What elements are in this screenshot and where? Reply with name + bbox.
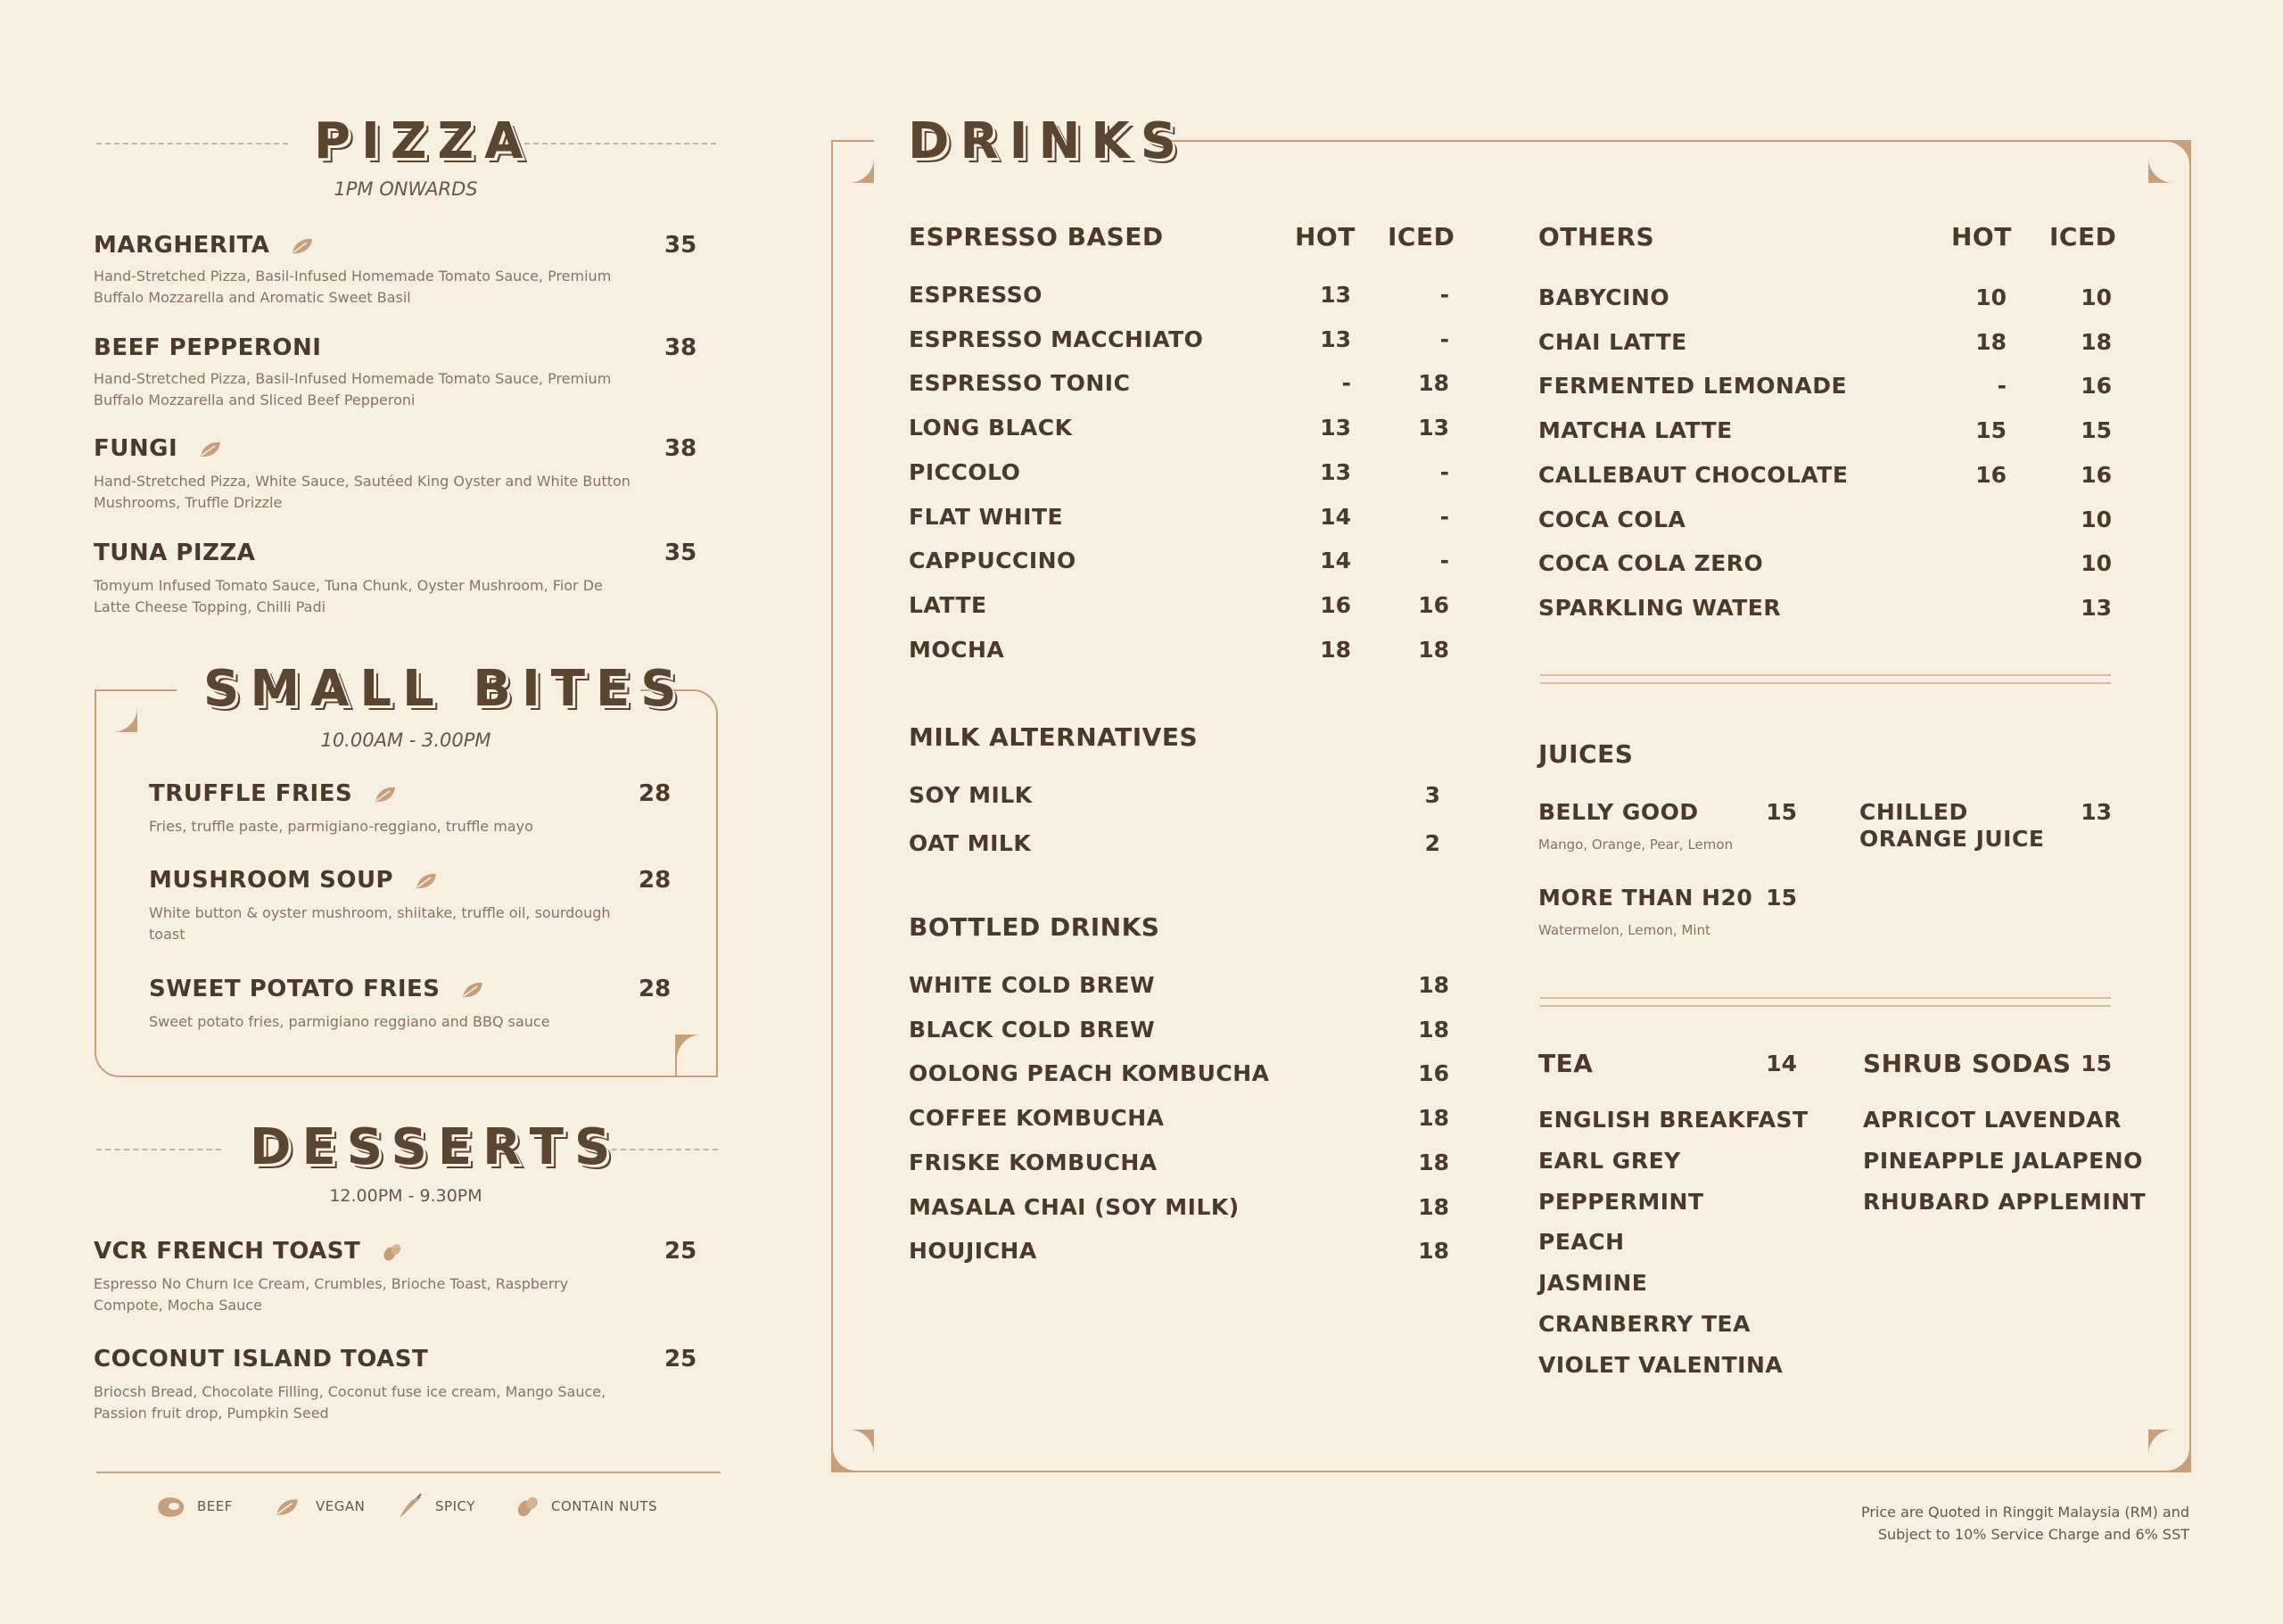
dessert-item-name: VCR FRENCH TOAST bbox=[94, 1238, 403, 1265]
others-row-iced: 16 bbox=[2081, 373, 2112, 400]
pizza-item-price: 35 bbox=[664, 232, 697, 259]
milk-row-name: SOY MILK bbox=[909, 782, 1033, 808]
others-row-hot: - bbox=[1997, 373, 2007, 400]
others-row-iced: 13 bbox=[2081, 594, 2112, 621]
espresso-row-name: ESPRESSO MACCHIATO bbox=[909, 326, 1204, 352]
espresso-row-hot: 13 bbox=[1320, 458, 1351, 485]
espresso-row-name: MOCHA bbox=[909, 636, 1005, 663]
tea-header: TEA bbox=[1538, 1049, 1594, 1078]
tea-row-name: CRANBERRY TEA bbox=[1538, 1311, 1751, 1337]
divider-left bbox=[96, 143, 288, 144]
section-divider bbox=[1540, 674, 2111, 676]
tea-row-name: PEACH bbox=[1538, 1229, 1625, 1256]
others-row-iced: 16 bbox=[2081, 461, 2112, 488]
espresso-row-hot: 16 bbox=[1320, 591, 1351, 618]
bites-item-price: 28 bbox=[639, 976, 672, 1002]
others-row-iced: 10 bbox=[2081, 506, 2112, 532]
price-footnote: Price are Quoted in Ringgit Malaysia (RM) and Subject to 10% Service Charge and 6% SST bbox=[1860, 1504, 2189, 1543]
others-row-name: SPARKLING WATER bbox=[1538, 594, 1782, 621]
milk-row-price: 2 bbox=[1424, 830, 1440, 856]
bites-item-price: 28 bbox=[639, 780, 672, 807]
iced-header: ICED bbox=[1388, 222, 1455, 251]
bites-item-name: MUSHROOM SOUP bbox=[149, 867, 438, 894]
others-row-hot: 15 bbox=[1975, 417, 2007, 444]
pizza-item-desc: Hand-Stretched Pizza, White Sauce, Sautéed King Oyster and White Button Mushrooms, Truffle Drizzle bbox=[94, 473, 631, 511]
section-divider bbox=[1540, 682, 2111, 684]
desserts-subtitle: 12.00PM - 9.30PM bbox=[329, 1186, 482, 1206]
others-row-hot: 18 bbox=[1975, 328, 2007, 355]
juice-name: CHILLED ORANGE JUICE bbox=[1859, 799, 2045, 852]
vegan-icon bbox=[415, 872, 438, 890]
others-row-name: FERMENTED LEMONADE bbox=[1538, 373, 1848, 400]
hot-header: HOT bbox=[1951, 222, 2012, 251]
others-row-hot: 10 bbox=[1975, 284, 2007, 310]
espresso-row-iced: - bbox=[1439, 458, 1449, 485]
espresso-header: ESPRESSO BASED bbox=[909, 222, 1164, 251]
beef-icon bbox=[156, 1495, 186, 1520]
others-row-name: MATCHA LATTE bbox=[1538, 417, 1733, 444]
others-row-iced: 18 bbox=[2081, 328, 2112, 355]
section-divider bbox=[1540, 997, 2111, 999]
bottled-row-name: HOUJICHA bbox=[909, 1238, 1037, 1265]
pizza-item-name: FUNGI bbox=[94, 435, 222, 462]
tea-row-name: VIOLET VALENTINA bbox=[1538, 1351, 1784, 1378]
nuts-icon bbox=[382, 1241, 403, 1263]
pizza-item-price: 38 bbox=[664, 435, 697, 462]
others-row-name: CHAI LATTE bbox=[1538, 328, 1687, 355]
espresso-row-iced: 13 bbox=[1418, 415, 1449, 441]
espresso-row-iced: - bbox=[1439, 326, 1449, 352]
pizza-item-price: 35 bbox=[664, 540, 697, 566]
others-header: OTHERS bbox=[1538, 222, 1655, 251]
dessert-item-price: 25 bbox=[664, 1346, 697, 1373]
hot-header: HOT bbox=[1295, 222, 1356, 251]
legend-label: SPICY bbox=[435, 1498, 475, 1514]
bites-item-price: 28 bbox=[639, 867, 672, 894]
vegan-icon bbox=[275, 1496, 300, 1518]
legend-label: VEGAN bbox=[316, 1498, 366, 1514]
dessert-item-desc: Espresso No Churn Ice Cream, Crumbles, Brioche Toast, Raspberry Compote, Mocha Sauce bbox=[94, 1275, 569, 1314]
pizza-title: PIZZA bbox=[314, 112, 534, 170]
vegan-icon bbox=[199, 441, 222, 458]
juice-name: MORE THAN H20 bbox=[1538, 885, 1753, 911]
espresso-row-name: LONG BLACK bbox=[909, 415, 1073, 441]
bites-item-name: SWEET POTATO FRIES bbox=[149, 976, 484, 1002]
bottled-row-name: WHITE COLD BREW bbox=[909, 972, 1156, 998]
bottled-row-name: OOLONG PEACH KOMBUCHA bbox=[909, 1060, 1270, 1087]
espresso-row-name: PICCOLO bbox=[909, 458, 1021, 485]
bottled-row-price: 18 bbox=[1418, 1238, 1449, 1265]
espresso-row-hot: 18 bbox=[1320, 636, 1351, 663]
others-row-iced: 15 bbox=[2081, 417, 2112, 444]
legend-divider bbox=[96, 1471, 721, 1473]
spicy-icon bbox=[398, 1493, 423, 1520]
bottled-row-name: MASALA CHAI (SOY MILK) bbox=[909, 1193, 1240, 1220]
shrub-row-name: RHUBARD APPLEMINT bbox=[1863, 1188, 2147, 1215]
shrub-price: 15 bbox=[2081, 1051, 2112, 1076]
pizza-item-desc: Tomyum Infused Tomato Sauce, Tuna Chunk, Oyster Mushroom, Fior De Latte Cheese Topping, Chilli Padi bbox=[94, 577, 603, 615]
milk-row-price: 3 bbox=[1424, 782, 1440, 808]
drinks-title: DRINKS bbox=[908, 112, 1188, 170]
tea-row-name: PEPPERMINT bbox=[1538, 1188, 1704, 1215]
espresso-row-hot: 13 bbox=[1320, 282, 1351, 308]
espresso-row-hot: 14 bbox=[1320, 548, 1351, 574]
espresso-row-hot: 14 bbox=[1320, 503, 1351, 530]
espresso-row-iced: 18 bbox=[1418, 370, 1449, 397]
espresso-row-iced: 16 bbox=[1418, 591, 1449, 618]
pizza-item-desc: Hand-Stretched Pizza, Basil-Infused Homemade Tomato Sauce, Premium Buffalo Mozzarella and Aromatic Sweet Basil bbox=[94, 268, 612, 306]
pizza-item-name: BEEF PEPPERONI bbox=[94, 334, 322, 361]
others-row-name: COCA COLA ZERO bbox=[1538, 550, 1764, 577]
pizza-item-name: MARGHERITA bbox=[94, 232, 314, 259]
espresso-row-name: FLAT WHITE bbox=[909, 503, 1064, 530]
espresso-row-hot: 13 bbox=[1320, 326, 1351, 352]
tea-row-name: ENGLISH BREAKFAST bbox=[1538, 1107, 1809, 1133]
espresso-row-name: ESPRESSO bbox=[909, 282, 1043, 308]
vegan-icon bbox=[461, 981, 484, 999]
juice-desc: Mango, Orange, Pear, Lemon bbox=[1538, 837, 1734, 853]
legend-label: BEEF bbox=[197, 1498, 233, 1514]
nuts-icon bbox=[515, 1493, 540, 1520]
bottled-row-price: 16 bbox=[1418, 1060, 1449, 1087]
bottled-row-price: 18 bbox=[1418, 1149, 1449, 1175]
bottled-header: BOTTLED DRINKS bbox=[909, 912, 1160, 942]
espresso-row-iced: 18 bbox=[1418, 636, 1449, 663]
espresso-row-iced: - bbox=[1439, 282, 1449, 308]
others-row-iced: 10 bbox=[2081, 284, 2112, 310]
espresso-row-name: ESPRESSO TONIC bbox=[909, 370, 1131, 397]
pizza-item-name: TUNA PIZZA bbox=[94, 540, 256, 566]
espresso-row-name: CAPPUCCINO bbox=[909, 548, 1076, 574]
bottled-row-price: 18 bbox=[1418, 1105, 1449, 1132]
dessert-item-desc: Briocsh Bread, Chocolate Filling, Coconut fuse ice cream, Mango Sauce, Passion fruit drop, Pumpkin Seed bbox=[94, 1383, 606, 1422]
milk-header: MILK ALTERNATIVES bbox=[909, 722, 1199, 752]
others-row-name: COCA COLA bbox=[1538, 506, 1686, 532]
bites-item-desc: Fries, truffle paste, parmigiano-reggiano, truffle mayo bbox=[149, 818, 533, 835]
juice-name: BELLY GOOD bbox=[1538, 799, 1699, 825]
espresso-row-name: LATTE bbox=[909, 591, 987, 618]
small-bites-subtitle: 10.00AM - 3.00PM bbox=[320, 730, 491, 751]
small-bites-title: SMALL BITES bbox=[203, 660, 688, 718]
tea-row-name: JASMINE bbox=[1538, 1270, 1648, 1297]
others-row-name: CALLEBAUT CHOCOLATE bbox=[1538, 461, 1849, 488]
dessert-item-price: 25 bbox=[664, 1238, 697, 1265]
iced-header: ICED bbox=[2049, 222, 2117, 251]
juice-price: 13 bbox=[2081, 799, 2112, 825]
pizza-subtitle: 1PM ONWARDS bbox=[334, 178, 478, 200]
bottled-row-name: BLACK COLD BREW bbox=[909, 1016, 1156, 1043]
bottled-row-name: FRISKE KOMBUCHA bbox=[909, 1149, 1158, 1175]
dessert-item-name: COCONUT ISLAND TOAST bbox=[94, 1346, 429, 1373]
vegan-icon bbox=[374, 786, 397, 804]
espresso-row-hot: 13 bbox=[1320, 415, 1351, 441]
shrub-row-name: APRICOT LAVENDAR bbox=[1863, 1107, 2122, 1133]
espresso-row-iced: - bbox=[1439, 548, 1449, 574]
juice-price: 15 bbox=[1766, 885, 1797, 911]
legend-label: CONTAIN NUTS bbox=[551, 1498, 658, 1514]
bites-item-desc: Sweet potato fries, parmigiano reggiano and BBQ sauce bbox=[149, 1013, 550, 1030]
divider-left bbox=[96, 1149, 221, 1150]
shrub-row-name: PINEAPPLE JALAPENO bbox=[1863, 1147, 2143, 1174]
others-row-hot: 16 bbox=[1975, 461, 2007, 488]
bottled-row-price: 18 bbox=[1418, 972, 1449, 998]
others-row-name: BABYCINO bbox=[1538, 284, 1670, 310]
pizza-item-desc: Hand-Stretched Pizza, Basil-Infused Homemade Tomato Sauce, Premium Buffalo Mozzarella and Sliced Beef Pepperoni bbox=[94, 370, 612, 408]
shrub-header: SHRUB SODAS bbox=[1863, 1049, 2072, 1078]
milk-row-name: OAT MILK bbox=[909, 830, 1032, 856]
juice-price: 15 bbox=[1766, 799, 1797, 825]
others-row-iced: 10 bbox=[2081, 550, 2112, 577]
desserts-title: DESSERTS bbox=[250, 1118, 622, 1176]
bottled-row-name: COFFEE KOMBUCHA bbox=[909, 1105, 1165, 1132]
espresso-row-hot: - bbox=[1341, 370, 1351, 397]
vegan-icon bbox=[291, 237, 314, 255]
tea-row-name: EARL GREY bbox=[1538, 1147, 1681, 1174]
pizza-item-price: 38 bbox=[664, 334, 697, 361]
tea-price: 14 bbox=[1766, 1051, 1797, 1076]
bites-item-desc: White button & oyster mushroom, shiitake, truffle oil, sourdough toast bbox=[149, 904, 611, 943]
bottled-row-price: 18 bbox=[1418, 1193, 1449, 1220]
bites-item-name: TRUFFLE FRIES bbox=[149, 780, 397, 807]
divider-right bbox=[524, 143, 716, 144]
section-divider bbox=[1540, 1005, 2111, 1007]
juices-header: JUICES bbox=[1538, 739, 1634, 769]
bottled-row-price: 18 bbox=[1418, 1016, 1449, 1043]
espresso-row-iced: - bbox=[1439, 503, 1449, 530]
juice-desc: Watermelon, Lemon, Mint bbox=[1538, 922, 1710, 938]
